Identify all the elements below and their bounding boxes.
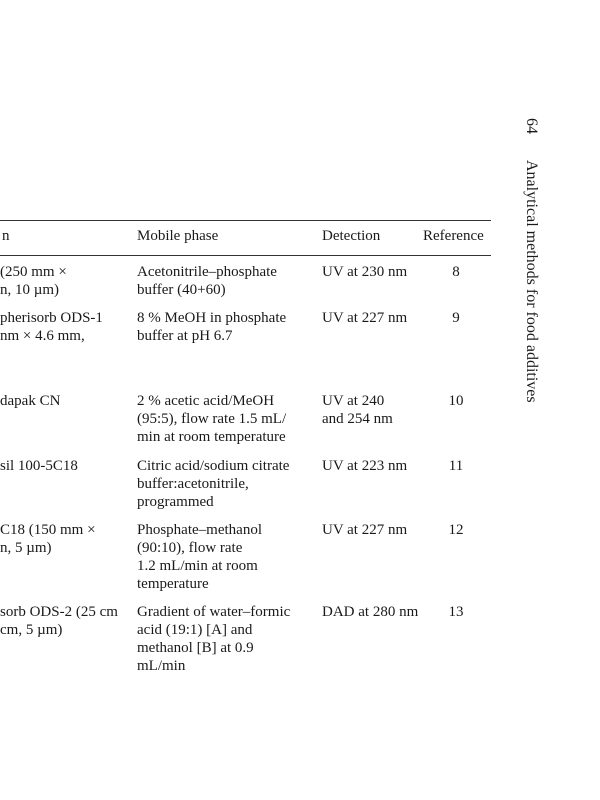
reference-cell: 12	[448, 522, 464, 538]
detection-line: UV at 230 nm	[322, 264, 408, 280]
detection-cell	[322, 392, 393, 428]
table-row	[0, 603, 118, 639]
table-row	[0, 457, 78, 475]
mobile-phase-line: Gradient of water–formic	[137, 604, 291, 620]
detection-cell	[322, 521, 407, 539]
mobile-phase-line: min at room temperature	[137, 429, 286, 445]
reference-cell: 8	[452, 264, 460, 280]
mobile-phase-cell	[137, 457, 289, 511]
detection-line: DAD at 280 nm	[322, 604, 419, 620]
detection-line: UV at 240	[322, 393, 385, 409]
mobile-phase-line: buffer:acetonitrile,	[137, 476, 249, 492]
detection-line: UV at 223 nm	[322, 458, 408, 474]
column-cell-line: cm, 5 µm)	[0, 622, 63, 638]
column-cell-line: dapak CN	[0, 393, 61, 409]
mobile-phase-line: buffer (40+60)	[137, 282, 226, 298]
page-number: 64	[523, 118, 540, 134]
header-mobile-phase: Mobile phase	[137, 228, 219, 244]
mobile-phase-cell	[137, 521, 262, 593]
mobile-phase-line: acid (19:1) [A] and	[137, 622, 253, 638]
column-cell-line: n, 10 µm)	[0, 282, 60, 298]
header-column: n	[2, 228, 10, 244]
table-row	[0, 309, 103, 345]
reference-cell: 11	[448, 458, 464, 474]
header-detection: Detection	[322, 228, 381, 244]
mobile-phase-cell	[137, 603, 290, 675]
mobile-phase-line: 1.2 mL/min at room	[137, 558, 258, 574]
book-title: Analytical methods for food additives	[523, 160, 540, 403]
mobile-phase-cell	[137, 263, 277, 299]
detection-line: UV at 227 nm	[322, 522, 408, 538]
mobile-phase-line: (90:10), flow rate	[137, 540, 243, 556]
column-cell-line: C18 (150 mm ×	[0, 522, 96, 538]
mobile-phase-line: mL/min	[137, 658, 186, 674]
column-cell-line: sorb ODS-2 (25 cm	[0, 604, 118, 620]
column-cell-line: pherisorb ODS-1	[0, 310, 103, 326]
mobile-phase-line: 2 % acetic acid/MeOH	[137, 393, 275, 409]
mobile-phase-cell	[137, 392, 286, 446]
column-cell-line: nm × 4.6 mm,	[0, 328, 85, 344]
detection-cell	[322, 263, 407, 281]
header-reference: Reference	[423, 228, 484, 244]
detection-line: and 254 nm	[322, 411, 393, 427]
running-head	[522, 118, 540, 403]
detection-cell	[322, 309, 407, 327]
table-row	[0, 263, 67, 299]
table-row	[0, 521, 96, 557]
mobile-phase-line: (95:5), flow rate 1.5 mL/	[137, 411, 287, 427]
mobile-phase-line: temperature	[137, 576, 209, 592]
detection-cell	[322, 603, 418, 621]
mobile-phase-line: Citric acid/sodium citrate	[137, 458, 290, 474]
reference-cell: 9	[452, 310, 460, 326]
mobile-phase-line: 8 % MeOH in phosphate	[137, 310, 287, 326]
column-cell-line: n, 5 µm)	[0, 540, 52, 556]
mobile-phase-line: Phosphate–methanol	[137, 522, 262, 538]
table-row	[0, 392, 60, 410]
mobile-phase-line: methanol [B] at 0.9	[137, 640, 254, 656]
mobile-phase-cell	[137, 309, 286, 345]
table-top-rule	[0, 220, 491, 221]
reference-cell: 10	[448, 393, 464, 409]
reference-cell: 13	[448, 604, 464, 620]
mobile-phase-line: programmed	[137, 494, 214, 510]
mobile-phase-line: Acetonitrile–phosphate	[137, 264, 277, 280]
table-header-rule	[0, 255, 491, 256]
detection-cell	[322, 457, 407, 475]
detection-line: UV at 227 nm	[322, 310, 408, 326]
column-cell-line: (250 mm ×	[0, 264, 67, 280]
mobile-phase-line: buffer at pH 6.7	[137, 328, 233, 344]
column-cell-line: sil 100-5C18	[0, 458, 78, 474]
